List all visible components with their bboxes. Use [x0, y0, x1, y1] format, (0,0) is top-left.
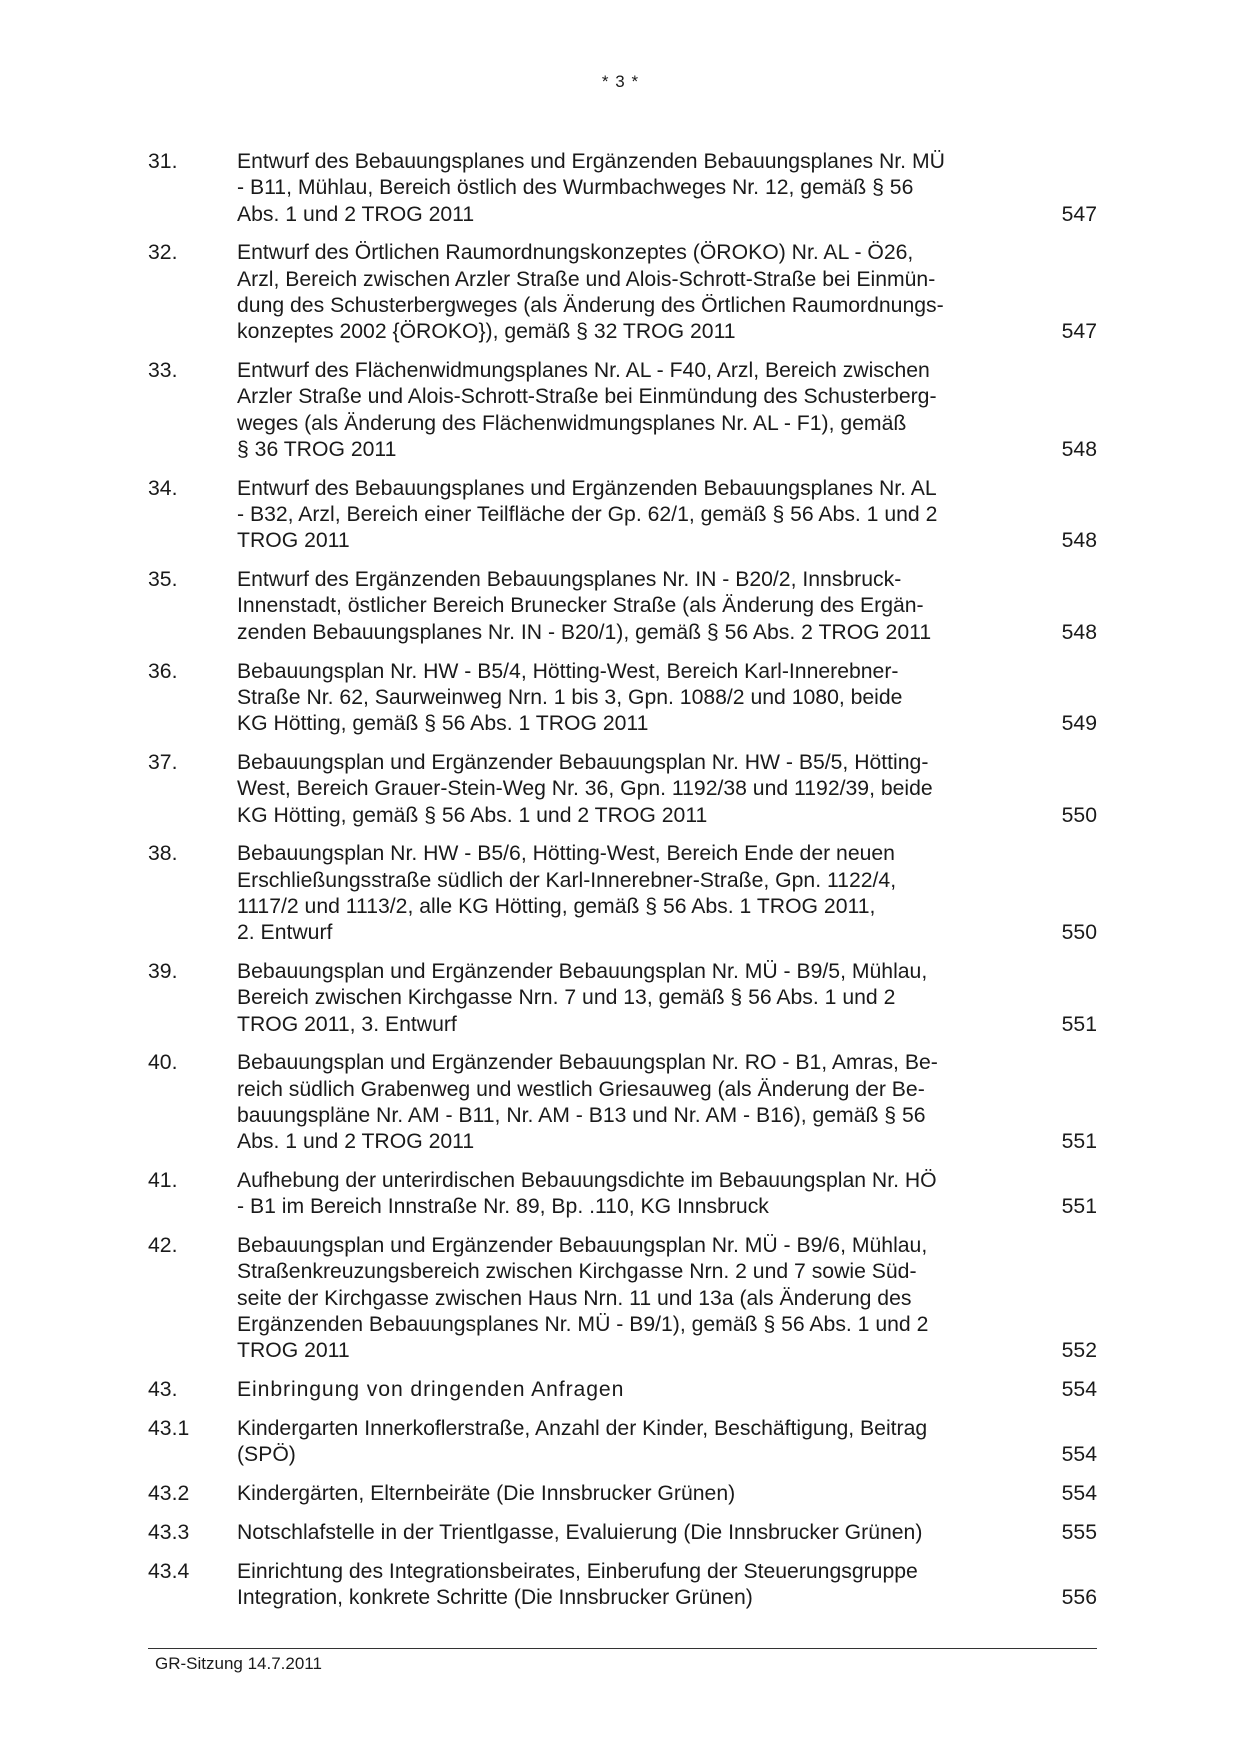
toc-entry-title-line: Notschlafstelle in der Trientlgasse, Evaluierung (Die Innsbrucker Grünen): [237, 1520, 923, 1544]
toc-entry: [148, 1520, 1097, 1546]
toc-entry-page-ref: 554: [1061, 1443, 1097, 1467]
toc-entry-number: 43.4: [148, 1559, 190, 1583]
toc-entry: [148, 959, 1097, 1038]
footer-divider: [148, 1648, 1097, 1649]
toc-entry: [148, 149, 1097, 228]
toc-entry-title-line: Einbringung von dringenden Anfragen: [237, 1378, 625, 1402]
toc-entry-page-ref: 550: [1061, 921, 1097, 945]
toc-entry-page-ref: 549: [1061, 712, 1097, 736]
toc-entry-title-line: West, Bereich Grauer-Stein-Weg Nr. 36, Gpn. 1192/38 und 1192/39, beide: [237, 777, 933, 801]
toc-entry-title-line: Straße Nr. 62, Saurweinweg Nrn. 1 bis 3, Gpn. 1088/2 und 1080, beide: [237, 685, 903, 709]
toc-entry-page-ref: 548: [1061, 529, 1097, 553]
table-of-contents: [148, 149, 1097, 1624]
toc-entry-title-line: (SPÖ): [237, 1443, 296, 1467]
toc-entry: [148, 1481, 1097, 1507]
toc-entry-number: 31.: [148, 150, 178, 173]
toc-entry-page-ref: 554: [1061, 1378, 1097, 1402]
toc-entry-title-line: Innenstadt, östlicher Bereich Brunecker Straße (als Änderung des Ergän-: [237, 594, 924, 618]
toc-entry-number: 33.: [148, 359, 178, 383]
toc-entry-title-line: Bebauungsplan und Ergänzender Bebauungsplan Nr. HW - B5/5, Hötting-: [237, 750, 929, 774]
toc-entry: [148, 1559, 1097, 1612]
toc-entry-page-ref: 551: [1061, 1195, 1097, 1219]
toc-entry-title: [237, 1559, 1017, 1612]
toc-entry: [148, 659, 1097, 738]
toc-entry: [148, 1416, 1097, 1469]
toc-entry-title: [237, 1416, 1017, 1469]
toc-entry-title-line: Arzl, Bereich zwischen Arzler Straße und Alois-Schrott-Straße bei Einmün-: [237, 267, 936, 291]
toc-entry-title-line: Bereich zwischen Kirchgasse Nrn. 7 und 13, gemäß § 56 Abs. 1 und 2: [237, 986, 896, 1010]
toc-entry-title-line: weges (als Änderung des Flächenwidmungsplanes Nr. AL - F1), gemäß: [237, 411, 907, 435]
toc-entry-title-line: seite der Kirchgasse zwischen Haus Nrn. 11 und 13a (als Änderung des: [237, 1286, 912, 1310]
toc-entry-title: [237, 1481, 1017, 1507]
toc-entry-page-ref: 548: [1061, 620, 1097, 644]
toc-entry-title-line: KG Hötting, gemäß § 56 Abs. 1 TROG 2011: [237, 712, 649, 736]
toc-entry-title-line: Ergänzenden Bebauungsplanes Nr. MÜ - B9/1), gemäß § 56 Abs. 1 und 2: [237, 1313, 929, 1337]
toc-entry-title-line: Integration, konkrete Schritte (Die Innsbrucker Grünen): [237, 1585, 753, 1609]
toc-entry-page-ref: 555: [1061, 1520, 1097, 1544]
toc-entry-page-ref: 547: [1061, 320, 1097, 344]
toc-entry-number: 42.: [148, 1234, 178, 1258]
toc-entry-title: [237, 841, 1017, 946]
toc-entry-title-line: § 36 TROG 2011: [237, 437, 397, 461]
toc-entry-title-line: Abs. 1 und 2 TROG 2011: [237, 202, 475, 226]
toc-entry-title: [237, 476, 1017, 555]
toc-entry-number: 39.: [148, 960, 178, 984]
toc-entry-title-line: Kindergärten, Elternbeiräte (Die Innsbrucker Grünen): [237, 1482, 736, 1506]
toc-entry-number: 43.1: [148, 1416, 190, 1440]
toc-entry-title-line: Entwurf des Flächenwidmungsplanes Nr. AL - F40, Arzl, Bereich zwischen: [237, 359, 930, 383]
toc-entry-number: 43.3: [148, 1520, 190, 1544]
toc-entry-title-line: Entwurf des Ergänzenden Bebauungsplanes Nr. IN - B20/2, Innsbruck-: [237, 568, 902, 592]
footer-session-label: GR-Sitzung 14.7.2011: [155, 1654, 322, 1673]
toc-entry-title-line: Arzler Straße und Alois-Schrott-Straße bei Einmündung des Schusterberg-: [237, 385, 937, 409]
toc-entry-title-line: Entwurf des Örtlichen Raumordnungskonzeptes (ÖROKO) Nr. AL - Ö26,: [237, 241, 914, 265]
toc-entry-title-line: Aufhebung der unterirdischen Bebauungsdichte im Bebauungsplan Nr. HÖ: [237, 1169, 937, 1193]
toc-entry-page-ref: 550: [1061, 803, 1097, 827]
toc-entry: [148, 1168, 1097, 1221]
toc-entry-title-line: Bebauungsplan und Ergänzender Bebauungsplan Nr. RO - B1, Amras, Be-: [237, 1051, 938, 1075]
toc-entry-title-line: Entwurf des Bebauungsplanes und Ergänzenden Bebauungsplanes Nr. MÜ: [237, 150, 945, 173]
toc-entry-page-ref: 547: [1061, 202, 1097, 226]
toc-entry-title-line: TROG 2011, 3. Entwurf: [237, 1012, 457, 1036]
toc-entry-title-line: Bebauungsplan und Ergänzender Bebauungsplan Nr. MÜ - B9/6, Mühlau,: [237, 1234, 928, 1258]
toc-entry: [148, 1233, 1097, 1364]
toc-entry-title: [237, 1233, 1017, 1364]
toc-entry-title-line: dung des Schusterbergweges (als Änderung des Örtlichen Raumordnungs-: [237, 293, 944, 317]
toc-entry-number: 35.: [148, 568, 178, 592]
toc-entry-title-line: Entwurf des Bebauungsplanes und Ergänzenden Bebauungsplanes Nr. AL: [237, 476, 937, 500]
toc-entry: [148, 358, 1097, 463]
toc-entry-title-line: Abs. 1 und 2 TROG 2011: [237, 1130, 475, 1154]
toc-entry-title-line: reich südlich Grabenweg und westlich Griesauweg (als Änderung der Be-: [237, 1077, 925, 1101]
toc-entry-number: 38.: [148, 842, 178, 866]
toc-entry-title-line: 1117/2 und 1113/2, alle KG Hötting, gemäß § 56 Abs. 1 TROG 2011,: [237, 894, 876, 918]
toc-entry-title-line: bauungspläne Nr. AM - B11, Nr. AM - B13 und Nr. AM - B16), gemäß § 56: [237, 1104, 926, 1127]
toc-entry-number: 43.: [148, 1378, 178, 1402]
toc-entry-title-line: zenden Bebauungsplanes Nr. IN - B20/1), gemäß § 56 Abs. 2 TROG 2011: [237, 620, 932, 644]
toc-entry-title: [237, 358, 1017, 463]
toc-entry: [148, 1377, 1097, 1403]
toc-entry-title: [237, 959, 1017, 1038]
toc-entry-title-line: - B32, Arzl, Bereich einer Teilfläche der Gp. 62/1, gemäß § 56 Abs. 1 und 2: [237, 503, 938, 527]
toc-entry: [148, 567, 1097, 646]
toc-entry-page-ref: 551: [1061, 1012, 1097, 1036]
toc-entry-title-line: Bebauungsplan Nr. HW - B5/4, Hötting-West, Bereich Karl-Innerebner-: [237, 659, 899, 683]
toc-entry: [148, 1050, 1097, 1155]
toc-entry-title-line: Einrichtung des Integrationsbeirates, Einberufung der Steuerungsgruppe: [237, 1559, 918, 1583]
toc-entry-title: [237, 567, 1017, 646]
toc-entry-title-line: Straßenkreuzungsbereich zwischen Kirchgasse Nrn. 2 und 7 sowie Süd-: [237, 1260, 917, 1284]
toc-entry-title-line: Bebauungsplan Nr. HW - B5/6, Hötting-West, Bereich Ende der neuen: [237, 842, 895, 866]
page-number: * 3 *: [601, 72, 640, 91]
toc-entry-title-line: Erschließungsstraße südlich der Karl-Innerebner-Straße, Gpn. 1122/4,: [237, 868, 897, 892]
toc-entry-title-line: KG Hötting, gemäß § 56 Abs. 1 und 2 TROG 2011: [237, 803, 708, 827]
toc-entry-title: [237, 1520, 1017, 1546]
toc-entry: [148, 240, 1097, 345]
toc-entry-title: [237, 240, 1017, 345]
toc-entry-number: 37.: [148, 750, 178, 774]
toc-entry-page-ref: 548: [1061, 437, 1097, 461]
toc-entry-number: 34.: [148, 476, 178, 500]
toc-entry-title-line: - B1 im Bereich Innstraße Nr. 89, Bp. .110, KG Innsbruck: [237, 1195, 769, 1219]
toc-entry: [148, 476, 1097, 555]
toc-entry-title: [237, 1168, 1017, 1221]
toc-entry-title: [237, 1377, 1017, 1403]
toc-entry-title-line: - B11, Mühlau, Bereich östlich des Wurmbachweges Nr. 12, gemäß § 56: [237, 176, 914, 200]
toc-entry-title-line: TROG 2011: [237, 529, 350, 553]
toc-entry-page-ref: 556: [1061, 1585, 1097, 1609]
toc-entry-number: 40.: [148, 1051, 178, 1075]
toc-entry-title-line: konzeptes 2002 {ÖROKO}), gemäß § 32 TROG 2011: [237, 320, 736, 344]
toc-entry-page-ref: 554: [1061, 1482, 1097, 1506]
toc-entry-title: [237, 659, 1017, 738]
toc-entry-number: 32.: [148, 241, 178, 265]
toc-entry-title: [237, 149, 1017, 228]
toc-entry: [148, 750, 1097, 829]
toc-entry-title: [237, 750, 1017, 829]
toc-entry-title: [237, 1050, 1017, 1155]
toc-entry-title-line: Bebauungsplan und Ergänzender Bebauungsplan Nr. MÜ - B9/5, Mühlau,: [237, 960, 928, 984]
toc-entry: [148, 841, 1097, 946]
toc-entry-number: 41.: [148, 1169, 178, 1193]
toc-entry-page-ref: 551: [1061, 1130, 1097, 1154]
toc-entry-title-line: 2. Entwurf: [237, 921, 333, 945]
toc-entry-number: 36.: [148, 659, 178, 683]
toc-entry-number: 43.2: [148, 1482, 190, 1506]
toc-entry-title-line: TROG 2011: [237, 1339, 350, 1363]
toc-entry-page-ref: 552: [1061, 1339, 1097, 1363]
toc-entry-title-line: Kindergarten Innerkoflerstraße, Anzahl der Kinder, Beschäftigung, Beitrag: [237, 1416, 928, 1440]
